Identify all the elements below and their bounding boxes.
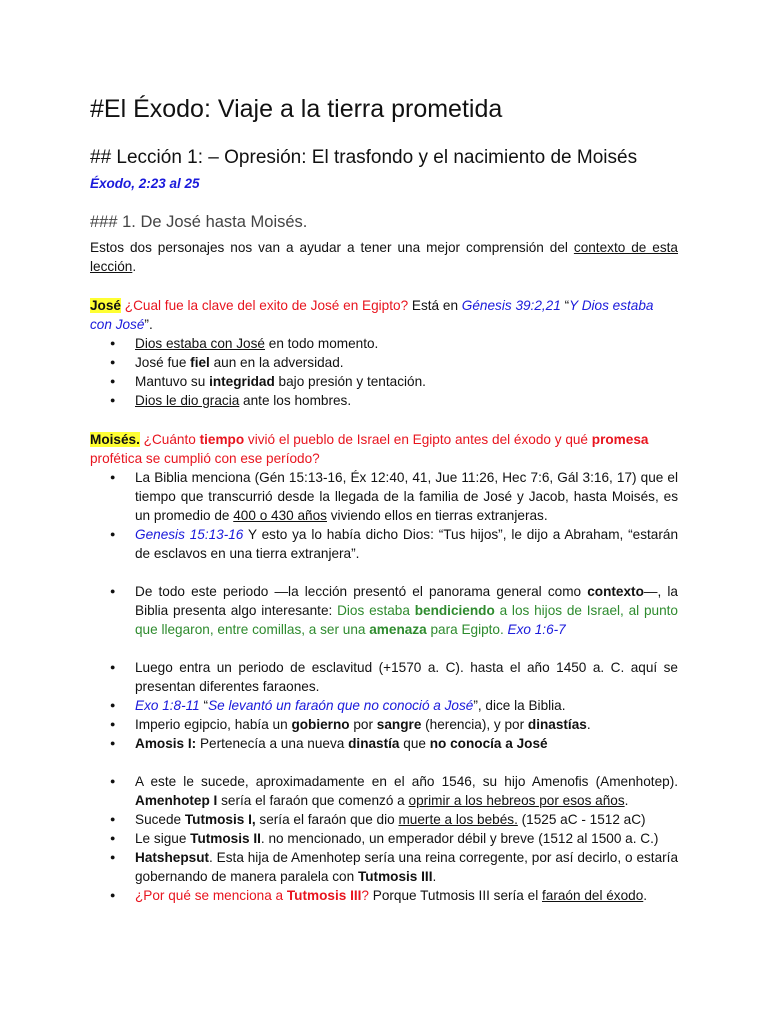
moises-question: Moisés. ¿Cuánto tiempo vivió el pueblo de Israel en Egipto antes del éxodo y qué promesa profética se cumplió con ese período? bbox=[90, 432, 649, 466]
list-item: ● José fue fiel aun en la adversidad. bbox=[135, 353, 678, 372]
jose-label: José bbox=[90, 298, 121, 313]
section-heading: ### 1. De José hasta Moisés. bbox=[90, 213, 308, 231]
list-item: ● La Biblia menciona (Gén 15:13-16, Éx 12:40, 41, Jue 11:26, Hec 7:6, Gál 3:16, 17) que el tiempo que transcurrió desde la llegada de la familia de José y Jacob, hasta Moisés, es un promedio de 400 o 430 años viviendo ellos en tierras extranjeras. bbox=[135, 468, 678, 525]
list-item: ● Exo 1:8-11 “Se levantó un faraón que no conoció a José”, dice la Biblia. bbox=[135, 696, 678, 715]
moises-list-4 bbox=[90, 772, 678, 905]
list-item: ● Genesis 15:13-16 Y esto ya lo había dicho Dios: “Tus hijos”, le dijo a Abraham, “estarán de esclavos en una tierra extranjera”. bbox=[135, 525, 678, 563]
list-item: ● Dios estaba con José en todo momento. bbox=[135, 334, 678, 353]
moises-label: Moisés. bbox=[90, 432, 140, 447]
list-item: ● Dios le dio gracia ante los hombres. bbox=[135, 391, 678, 410]
list-item: ● ¿Por qué se menciona a Tutmosis III? Porque Tutmosis III sería el faraón del éxodo. bbox=[135, 886, 678, 905]
jose-list bbox=[90, 334, 678, 410]
list-item: ● Luego entra un periodo de esclavitud (+1570 a. C). hasta el año 1450 a. C. aquí se presentan diferentes faraones. bbox=[135, 658, 678, 696]
document-title: #El Éxodo: Viaje a la tierra prometida bbox=[90, 95, 503, 123]
document-body bbox=[90, 92, 678, 905]
list-item: ● Hatshepsut. Esta hija de Amenhotep sería una reina corregente, por así decirlo, o estaría gobernando de manera paralela con Tutmosis III. bbox=[135, 848, 678, 886]
list-item: ● A este le sucede, aproximadamente en el año 1546, su hijo Amenofis (Amenhotep). Amenhotep I sería el faraón que comenzó a oprimir a los hebreos por esos años. bbox=[135, 772, 678, 810]
lesson-heading: ## Lección 1: – Opresión: El trasfondo y el nacimiento de Moisés bbox=[90, 147, 638, 168]
jose-question: José ¿Cual fue la clave del exito de José en Egipto? Está en Génesis 39:2,21 “Y Dios estaba con José”. bbox=[90, 298, 654, 332]
moises-list-2 bbox=[90, 582, 678, 639]
moises-list-3 bbox=[90, 658, 678, 753]
list-item: ● Le sigue Tutmosis II. no mencionado, un emperador débil y breve (1512 al 1500 a. C.) bbox=[135, 829, 678, 848]
list-item: ● Amosis I: Pertenecía a una nueva dinastía que no conocía a José bbox=[135, 734, 678, 753]
lesson-reference: Éxodo, 2:23 al 25 bbox=[90, 176, 200, 191]
list-item: ● Sucede Tutmosis I, sería el faraón que dio muerte a los bebés. (1525 aC - 1512 aC) bbox=[135, 810, 678, 829]
list-item: ● Imperio egipcio, había un gobierno por sangre (herencia), y por dinastías. bbox=[135, 715, 678, 734]
list-item: ● Mantuvo su integridad bajo presión y tentación. bbox=[135, 372, 678, 391]
intro-paragraph: Estos dos personajes nos van a ayudar a tener una mejor comprensión del contexto de esta lección. bbox=[90, 240, 678, 274]
list-item: ● De todo este periodo —la lección presentó el panorama general como contexto—, la Biblia presenta algo interesante: Dios estaba bendiciendo a los hijos de Israel, al punto que llegaron, entre comillas, a ser una amenaza para Egipto. Exo 1:6-7 bbox=[135, 582, 678, 639]
moises-list-1 bbox=[90, 468, 678, 563]
